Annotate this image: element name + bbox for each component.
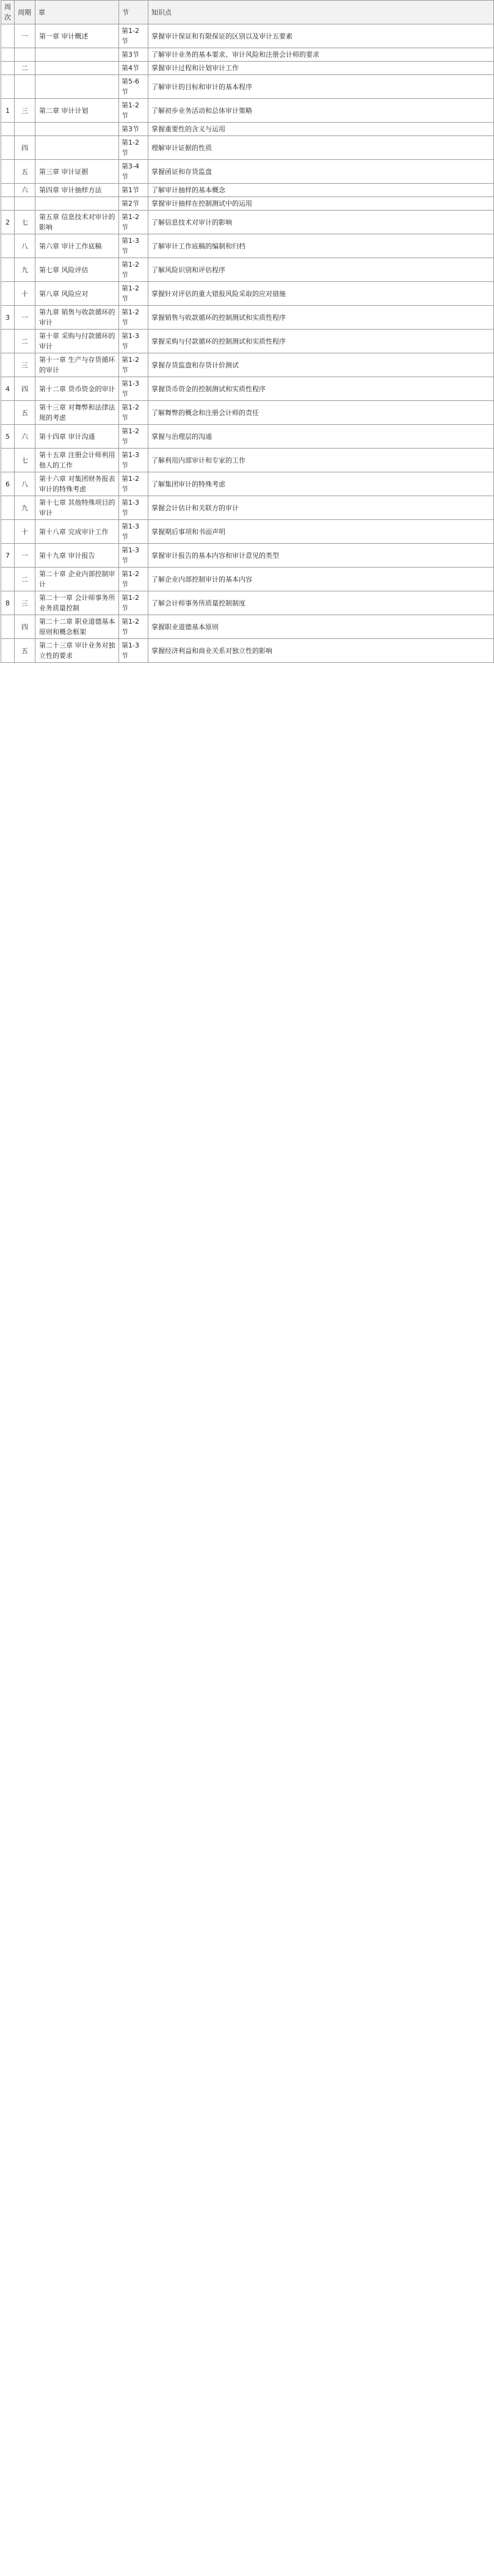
row-knowledge: 了解利用内部审计和专家的工作	[148, 449, 494, 472]
row-section: 第4节	[119, 62, 148, 75]
row-chapter: 第二十二章 职业道德基本原则和概念框架	[35, 615, 119, 639]
row-month: 7	[1, 544, 15, 568]
row-week	[15, 48, 35, 62]
row-knowledge: 掌握审计保证和有限保证的区别以及审计五要素	[148, 24, 494, 48]
row-knowledge: 掌握货币资金的控制测试和实质性程序	[148, 377, 494, 401]
row-week: 四	[15, 136, 35, 160]
row-chapter: 第八章 风险应对	[35, 282, 119, 306]
row-week: 四	[15, 377, 35, 401]
row-knowledge: 了解初步业务活动和总体审计策略	[148, 99, 494, 123]
row-month	[1, 234, 15, 258]
row-chapter: 第二章 审计计划	[35, 99, 119, 123]
row-chapter: 第二十一章 会计师事务所业务质量控制	[35, 591, 119, 615]
row-month	[1, 62, 15, 75]
header-knowledge: 知识点	[148, 1, 494, 24]
table-row	[1, 282, 494, 306]
row-section: 第3-4节	[119, 160, 148, 184]
row-week	[15, 123, 35, 136]
table-row	[1, 591, 494, 615]
row-knowledge: 掌握采购与付款循环的控制测试和实质性程序	[148, 330, 494, 353]
table-row	[1, 184, 494, 197]
row-month	[1, 197, 15, 211]
row-chapter: 第六章 审计工作底稿	[35, 234, 119, 258]
row-knowledge: 掌握审计过程和计划审计工作	[148, 62, 494, 75]
row-section: 第3节	[119, 123, 148, 136]
table-row	[1, 330, 494, 353]
row-chapter	[35, 48, 119, 62]
row-knowledge: 了解审计抽样的基本概念	[148, 184, 494, 197]
table-row	[1, 75, 494, 99]
row-month	[1, 639, 15, 663]
row-week: 二	[15, 568, 35, 591]
table-row	[1, 568, 494, 591]
row-week: 三	[15, 591, 35, 615]
row-month	[1, 520, 15, 544]
row-week: 二	[15, 330, 35, 353]
row-month	[1, 136, 15, 160]
row-knowledge: 了解信息技术对审计的影响	[148, 211, 494, 234]
row-week: 八	[15, 234, 35, 258]
row-knowledge: 了解舞弊的概念和注册会计师的责任	[148, 401, 494, 425]
row-chapter: 第十章 采购与付款循环的审计	[35, 330, 119, 353]
row-month	[1, 282, 15, 306]
table-row	[1, 24, 494, 48]
row-week: 八	[15, 472, 35, 496]
row-chapter	[35, 75, 119, 99]
row-section: 第1-2节	[119, 615, 148, 639]
row-section: 第1-3节	[119, 449, 148, 472]
row-section: 第1-2节	[119, 425, 148, 449]
row-month: 3	[1, 306, 15, 330]
row-section: 第1-2节	[119, 401, 148, 425]
row-month	[1, 24, 15, 48]
row-section: 第1-3节	[119, 234, 148, 258]
table-row	[1, 258, 494, 282]
table-row	[1, 99, 494, 123]
row-month	[1, 496, 15, 520]
row-chapter: 第二十章 企业内部控制审计	[35, 568, 119, 591]
row-section: 第1-2节	[119, 282, 148, 306]
row-month: 2	[1, 211, 15, 234]
row-chapter: 第五章 信息技术对审计的影响	[35, 211, 119, 234]
row-section: 第1-2节	[119, 353, 148, 377]
table-row	[1, 234, 494, 258]
table-row	[1, 353, 494, 377]
row-section: 第1-3节	[119, 639, 148, 663]
row-section: 第1-2节	[119, 136, 148, 160]
row-section: 第1节	[119, 184, 148, 197]
row-knowledge: 了解集团审计的特殊考虑	[148, 472, 494, 496]
table-header-row	[1, 1, 494, 24]
row-week: 四	[15, 615, 35, 639]
table-row	[1, 160, 494, 184]
row-week	[15, 75, 35, 99]
header-month: 周次	[1, 1, 15, 24]
row-knowledge: 掌握与治理层的沟通	[148, 425, 494, 449]
row-chapter: 第十六章 对集团财务报表审计的特殊考虑	[35, 472, 119, 496]
table-row	[1, 496, 494, 520]
row-month	[1, 401, 15, 425]
row-chapter: 第十八章 完成审计工作	[35, 520, 119, 544]
row-week: 一	[15, 24, 35, 48]
row-chapter: 第七章 风险评估	[35, 258, 119, 282]
row-week: 十	[15, 520, 35, 544]
row-section: 第1-3节	[119, 520, 148, 544]
row-section: 第1-3节	[119, 496, 148, 520]
table-row	[1, 211, 494, 234]
row-knowledge: 掌握职业道德基本原则	[148, 615, 494, 639]
row-week: 一	[15, 544, 35, 568]
row-knowledge: 掌握重要性的含义与运用	[148, 123, 494, 136]
row-section: 第1-2节	[119, 472, 148, 496]
row-week: 七	[15, 449, 35, 472]
row-month	[1, 160, 15, 184]
row-knowledge: 掌握存货监盘和存货计价测试	[148, 353, 494, 377]
row-knowledge: 了解审计的目标和审计的基本程序	[148, 75, 494, 99]
row-month	[1, 615, 15, 639]
table-row	[1, 136, 494, 160]
row-week	[15, 197, 35, 211]
row-month	[1, 184, 15, 197]
table-row	[1, 472, 494, 496]
row-week: 五	[15, 639, 35, 663]
header-chapter: 章	[35, 1, 119, 24]
table-row	[1, 615, 494, 639]
row-knowledge: 了解会计师事务所质量控制制度	[148, 591, 494, 615]
row-week: 五	[15, 160, 35, 184]
table-row	[1, 377, 494, 401]
table-row	[1, 520, 494, 544]
row-chapter	[35, 62, 119, 75]
row-month	[1, 449, 15, 472]
table-row	[1, 197, 494, 211]
table-row	[1, 425, 494, 449]
row-knowledge: 掌握针对评估的重大错报风险采取的应对措施	[148, 282, 494, 306]
row-knowledge: 了解审计工作底稿的编制和归档	[148, 234, 494, 258]
row-month	[1, 330, 15, 353]
row-section: 第1-2节	[119, 591, 148, 615]
row-knowledge: 掌握会计估计和关联方的审计	[148, 496, 494, 520]
row-section: 第1-2节	[119, 99, 148, 123]
row-month: 1	[1, 99, 15, 123]
row-week: 九	[15, 258, 35, 282]
row-knowledge: 掌握经济利益和商业关系对独立性的影响	[148, 639, 494, 663]
row-section: 第1-3节	[119, 330, 148, 353]
row-week: 三	[15, 99, 35, 123]
row-knowledge: 掌握期后事项和书面声明	[148, 520, 494, 544]
row-section: 第1-3节	[119, 377, 148, 401]
row-week: 十	[15, 282, 35, 306]
row-knowledge: 掌握审计报告的基本内容和审计意见的类型	[148, 544, 494, 568]
row-chapter: 第一章 审计概述	[35, 24, 119, 48]
table-row	[1, 639, 494, 663]
row-week: 一	[15, 306, 35, 330]
row-month: 4	[1, 377, 15, 401]
row-chapter: 第十五章 注册会计师利用他人的工作	[35, 449, 119, 472]
row-month	[1, 48, 15, 62]
row-week: 六	[15, 184, 35, 197]
row-month	[1, 353, 15, 377]
study-plan-table	[1, 0, 494, 663]
row-chapter: 第九章 销售与收款循环的审计	[35, 306, 119, 330]
row-chapter: 第十四章 审计沟通	[35, 425, 119, 449]
row-knowledge: 掌握审计抽样在控制测试中的运用	[148, 197, 494, 211]
row-section: 第1-2节	[119, 258, 148, 282]
row-chapter: 第十七章 其他特殊项目的审计	[35, 496, 119, 520]
header-week: 周期	[15, 1, 35, 24]
row-section: 第5-6节	[119, 75, 148, 99]
row-chapter: 第十一章 生产与存货循环的审计	[35, 353, 119, 377]
row-month: 6	[1, 472, 15, 496]
row-section: 第2节	[119, 197, 148, 211]
row-knowledge: 理解审计证据的性质	[148, 136, 494, 160]
row-month: 8	[1, 591, 15, 615]
table-row	[1, 401, 494, 425]
header-section: 节	[119, 1, 148, 24]
table-row	[1, 62, 494, 75]
row-section: 第1-3节	[119, 544, 148, 568]
row-knowledge: 掌握销售与收款循环的控制测试和实质性程序	[148, 306, 494, 330]
row-section: 第1-2节	[119, 24, 148, 48]
row-week: 二	[15, 62, 35, 75]
table-row	[1, 123, 494, 136]
table-row	[1, 544, 494, 568]
row-month	[1, 568, 15, 591]
row-section: 第1-2节	[119, 568, 148, 591]
row-section: 第3节	[119, 48, 148, 62]
row-week: 七	[15, 211, 35, 234]
table-row	[1, 449, 494, 472]
row-knowledge: 掌握函证和存货监盘	[148, 160, 494, 184]
row-month	[1, 123, 15, 136]
row-week: 六	[15, 425, 35, 449]
row-chapter: 第十九章 审计报告	[35, 544, 119, 568]
row-chapter	[35, 197, 119, 211]
row-chapter: 第十二章 货币资金的审计	[35, 377, 119, 401]
row-chapter: 第十三章 对舞弊和法律法规的考虑	[35, 401, 119, 425]
row-chapter: 第四章 审计抽样方法	[35, 184, 119, 197]
row-knowledge: 了解审计业务的基本要求、审计风险和注册会计师的要求	[148, 48, 494, 62]
row-month: 5	[1, 425, 15, 449]
row-knowledge: 了解风险识别和评估程序	[148, 258, 494, 282]
table-row	[1, 306, 494, 330]
row-month	[1, 75, 15, 99]
row-chapter: 第三章 审计证据	[35, 160, 119, 184]
row-chapter	[35, 123, 119, 136]
row-week: 三	[15, 353, 35, 377]
row-chapter	[35, 136, 119, 160]
row-week: 五	[15, 401, 35, 425]
row-knowledge: 了解企业内部控制审计的基本内容	[148, 568, 494, 591]
row-section: 第1-2节	[119, 306, 148, 330]
table-row	[1, 48, 494, 62]
row-section: 第1-2节	[119, 211, 148, 234]
row-week: 九	[15, 496, 35, 520]
row-chapter: 第二十三章 审计业务对独立性的要求	[35, 639, 119, 663]
row-month	[1, 258, 15, 282]
